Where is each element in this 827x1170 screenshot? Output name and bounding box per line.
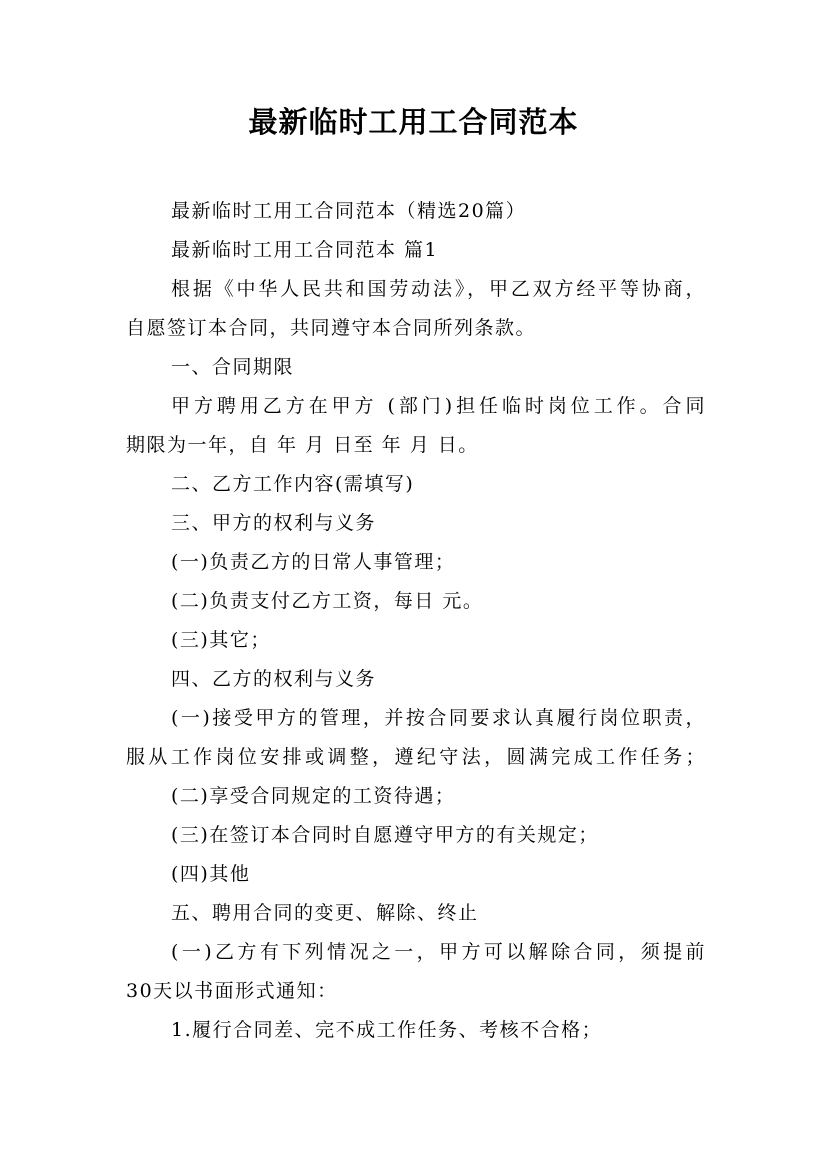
clause-heading-line: 四、乙方的权利与义务 — [171, 668, 377, 690]
paragraph-line: 期限为一年，自 年 月 日至 年 月 日。 — [126, 434, 479, 456]
paragraph-line: 根据《中华人民共和国劳动法》，甲乙双方经平等协商， — [171, 278, 706, 300]
clause-item-line: (三)在签订本合同时自愿遵守甲方的有关规定； — [171, 824, 599, 846]
clause-heading-line: 一、合同期限 — [171, 356, 295, 378]
subtitle-line: 最新临时工用工合同范本（精选20篇） — [171, 200, 527, 222]
section-heading-line: 最新临时工用工合同范本 篇1 — [171, 239, 439, 261]
clause-item-line: (一)负责乙方的日常人事管理； — [171, 551, 456, 573]
clause-heading-line: 五、聘用合同的变更、解除、终止 — [171, 902, 479, 924]
clause-heading-line: 二、乙方工作内容(需填写) — [171, 473, 415, 495]
clause-heading-line: 三、甲方的权利与义务 — [171, 512, 377, 534]
clause-item-line: (三)其它； — [171, 629, 271, 651]
clause-item-line: (一)乙方有下列情况之一，甲方可以解除合同，须提前 — [171, 941, 706, 963]
document-title: 最新临时工用工合同范本 — [248, 105, 579, 139]
clause-item-line: (二)享受合同规定的工资待遇； — [171, 785, 456, 807]
document-body — [126, 192, 706, 1050]
paragraph-line: 服从工作岗位安排或调整，遵纪守法，圆满完成工作任务； — [126, 746, 706, 768]
clause-item-line: (四)其他 — [171, 863, 251, 885]
clause-item-line: (一)接受甲方的管理，并按合同要求认真履行岗位职责， — [171, 707, 706, 729]
clause-item-line: (二)负责支付乙方工资，每日 元。 — [171, 590, 484, 612]
paragraph-line: 自愿签订本合同，共同遵守本合同所列条款。 — [126, 317, 537, 339]
paragraph-line: 甲方聘用乙方在甲方 (部门)担任临时岗位工作。合同 — [171, 395, 706, 417]
paragraph-line: 30天以书面形式通知： — [126, 980, 338, 1002]
clause-item-line: 1.履行合同差、完不成工作任务、考核不合格； — [171, 1019, 603, 1041]
